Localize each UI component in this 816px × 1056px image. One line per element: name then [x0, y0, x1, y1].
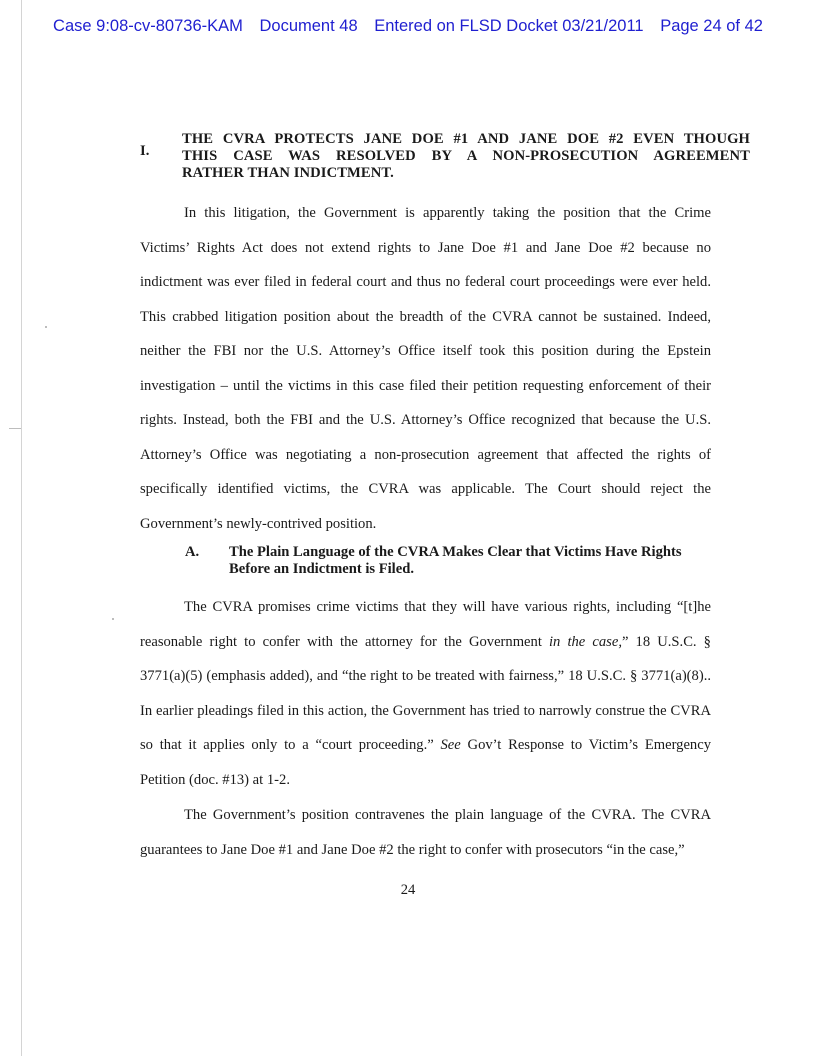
section-title-line: THE CVRA PROTECTS JANE DOE #1 AND JANE DOE #2 EVEN THOUGH [182, 131, 750, 147]
paragraph-line: This crabbed litigation position about the breadth of the CVRA cannot be sustained. Indeed, [140, 308, 711, 325]
header-page-count: Page 24 of 42 [660, 17, 763, 35]
paragraph-line: In this litigation, the Government is apparently taking the position that the Crime [184, 205, 711, 221]
header-case-number: Case 9:08-cv-80736-KAM [53, 17, 243, 35]
section-title-line: RATHER THAN INDICTMENT. [182, 165, 394, 181]
paragraph-line: investigation – until the victims in this case filed their petition requesting enforcement of their [140, 377, 711, 394]
text-run: Gov’t Response to Victim’s Emergency [460, 737, 712, 753]
citation-signal: See [440, 737, 461, 753]
subsection-title: The Plain Language of the CVRA Makes Clear that Victims Have Rights Before an Indictment is Filed. [229, 544, 682, 577]
paragraph-line: In earlier pleadings filed in this action, the Government has tried to narrowly construe the CVRA [140, 702, 711, 719]
text-run: so that it applies only to a “court proceeding.” [140, 737, 441, 753]
scan-mark [112, 618, 114, 620]
paragraph-three [140, 798, 711, 867]
page-number: 24 [400, 882, 416, 898]
paragraph-line: 3771(a)(5) (emphasis added), and “the right to be treated with fairness,” 18 U.S.C. § 3771(a)(8).. [140, 668, 711, 684]
text-run: reasonable right to confer with the attorney for the Government [140, 633, 549, 650]
paragraph-line: indictment was ever filed in federal court and thus no federal court proceedings were ever held. [140, 274, 711, 290]
paragraph-line: Petition (doc. #13) at 1-2. [140, 771, 290, 788]
paragraph-line [140, 625, 711, 660]
paragraph-line: specifically identified victims, the CVRA was applicable. The Court should reject the [140, 481, 711, 497]
scan-mark [9, 428, 21, 429]
paragraph-one [140, 196, 711, 541]
paragraph-line: guarantees to Jane Doe #1 and Jane Doe #2 the right to confer with prosecutors “in the case,” [140, 841, 685, 858]
header-entered-date: Entered on FLSD Docket 03/21/2011 [374, 17, 644, 35]
subsection-number: A. [185, 544, 200, 560]
paragraph-line: rights. Instead, both the FBI and the U.S. Attorney’s Office recognized that because the U.S. [140, 412, 711, 428]
paragraph-line: neither the FBI nor the U.S. Attorney’s Office itself took this position during the Epstein [140, 343, 711, 359]
paragraph-line: The Government’s position contravenes the plain language of the CVRA. The CVRA [184, 807, 711, 823]
scan-mark [45, 326, 47, 328]
paragraph-line: Victims’ Rights Act does not extend rights to Jane Doe #1 and Jane Doe #2 because no [140, 239, 711, 256]
section-title-line: THIS CASE WAS RESOLVED BY A NON-PROSECUTION AGREEMENT [182, 148, 750, 164]
docket-header [0, 17, 816, 36]
paragraph-line [140, 728, 711, 763]
emphasis-text: in the case, [549, 633, 622, 650]
text-run: ” 18 U.S.C. § [621, 633, 711, 650]
paragraph-line: Attorney’s Office was negotiating a non-prosecution agreement that affected the rights of [140, 446, 711, 463]
section-title [182, 131, 750, 182]
paragraph-line: Government’s newly-contrived position. [140, 515, 377, 532]
paragraph-line: The CVRA promises crime victims that they will have various rights, including “[t]he [184, 599, 711, 615]
section-number: I. [140, 143, 150, 159]
header-document-number: Document 48 [259, 17, 358, 35]
paragraph-two [140, 590, 711, 797]
